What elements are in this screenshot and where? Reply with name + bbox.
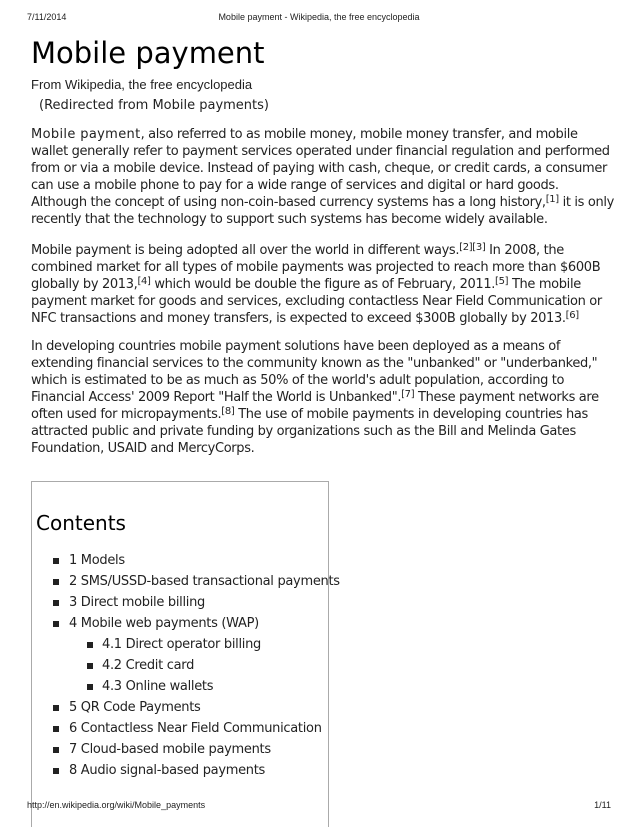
toc-item[interactable] (32, 573, 340, 594)
bullet-icon (87, 663, 93, 669)
bullet-icon (53, 558, 59, 564)
toc-item-label[interactable]: 7 Cloud-based mobile payments (69, 742, 271, 757)
toc-item-label[interactable]: 6 Contactless Near Field Communication (69, 721, 322, 736)
toc-item-label[interactable]: 5 QR Code Payments (69, 700, 201, 715)
toc-item[interactable] (32, 741, 328, 762)
table-of-contents (31, 481, 340, 827)
paragraph-text: , also referred to as mobile money, mobile money transfer, and mobile wallet generally refer to payment services operated under financial regulation and performed from or via a mobile device. Instead of paying with cash, cheque, or credit cards, a consumer can use a mobile phone to pay for a wide range of services and digital or hard goods. Although the concept of using non-coin-based currency systems has a long history, (31, 127, 610, 210)
page-url: http://en.wikipedia.org/wiki/Mobile_payments (27, 800, 206, 810)
toc-item-label[interactable]: 4 Mobile web payments (WAP) (69, 616, 259, 631)
paragraph-text: In 2008, the combined market for all types of mobile payments was projected to reach more than $600B globally by 2013, (31, 243, 601, 292)
toc-list (32, 552, 340, 783)
bullet-icon (87, 642, 93, 648)
page-number: 1/11 (594, 800, 611, 810)
toc-item-label[interactable]: 4.3 Online wallets (102, 679, 214, 694)
toc-item-label[interactable]: 4.2 Credit card (102, 658, 195, 673)
toc-item[interactable] (32, 720, 328, 741)
citation-link[interactable]: [2] (459, 242, 473, 253)
paragraph-intro (31, 126, 616, 228)
toc-item-label[interactable]: 2 SMS/USSD-based transactional payments (69, 574, 340, 589)
toc-title: Contents (36, 511, 126, 535)
print-footer (27, 800, 611, 812)
redirect-notice: (Redirected from Mobile payments) (39, 98, 269, 113)
bullet-icon (53, 747, 59, 753)
paragraph-text: In developing countries mobile payment solutions have been deployed as a means of extending financial services to the community known as the "unbanked" or "underbanked," which is estimated to be as much as 50% of the world's adult population, according to Financial Access' 2009 Report "Half the World is Unbanked". (31, 339, 598, 405)
paragraph-text: Mobile payment is being adopted all over the world in different ways. (31, 243, 460, 258)
toc-item[interactable] (32, 762, 328, 783)
site-subtitle: From Wikipedia, the free encyclopedia (31, 77, 253, 92)
citation-link[interactable]: [8] (221, 406, 235, 417)
bullet-icon (87, 684, 93, 690)
bullet-icon (53, 579, 59, 585)
toc-item[interactable] (32, 699, 328, 720)
toc-item[interactable] (32, 552, 328, 573)
bullet-icon (53, 768, 59, 774)
toc-item-label[interactable]: 8 Audio signal-based payments (69, 763, 265, 778)
toc-item-label[interactable]: 3 Direct mobile billing (69, 595, 205, 610)
toc-item[interactable] (32, 594, 328, 615)
citation-link[interactable]: [7] (401, 389, 415, 400)
lead-term: Mobile payment (31, 127, 141, 142)
paragraph-adoption (31, 242, 616, 327)
page-title: Mobile payment (31, 36, 265, 70)
print-title: Mobile payment - Wikipedia, the free encyclopedia (218, 12, 420, 22)
article-content (31, 36, 616, 457)
paragraph-developing (31, 338, 616, 457)
toc-subitem[interactable] (32, 678, 328, 699)
toc-item-label[interactable]: 4.1 Direct operator billing (102, 637, 261, 652)
print-header (27, 12, 611, 24)
toc-subitem[interactable] (32, 636, 328, 657)
citation-link[interactable]: [4] (137, 276, 151, 287)
citation-link[interactable]: [3] (472, 242, 486, 253)
citation-link[interactable]: [5] (495, 276, 509, 287)
toc-subitem[interactable] (32, 657, 328, 678)
paragraph-text: it is only recently that the technology to support such systems has become widely available. (31, 195, 614, 227)
citation-link[interactable]: [1] (545, 194, 559, 205)
bullet-icon (53, 726, 59, 732)
paragraph-text: which would be double the figure as of February, 2011. (150, 277, 496, 292)
citation-link[interactable]: [6] (565, 310, 579, 321)
paragraph-text: The use of mobile payments in developing countries has attracted public and private funding by organizations such as the Bill and Melinda Gates Foundation, USAID and MercyCorps. (31, 407, 588, 456)
bullet-icon (53, 621, 59, 627)
toc-item[interactable] (32, 615, 328, 636)
toc-item-label[interactable]: 1 Models (69, 553, 125, 568)
bullet-icon (53, 600, 59, 606)
bullet-icon (53, 705, 59, 711)
print-date: 7/11/2014 (27, 12, 67, 22)
paragraph-text: These payment networks are often used for micropayments. (31, 390, 599, 422)
paragraph-text: The mobile payment market for goods and services, excluding contactless Near Field Communication or NFC transactions and money transfers, is expected to exceed $300B globally by 2013. (31, 277, 602, 326)
